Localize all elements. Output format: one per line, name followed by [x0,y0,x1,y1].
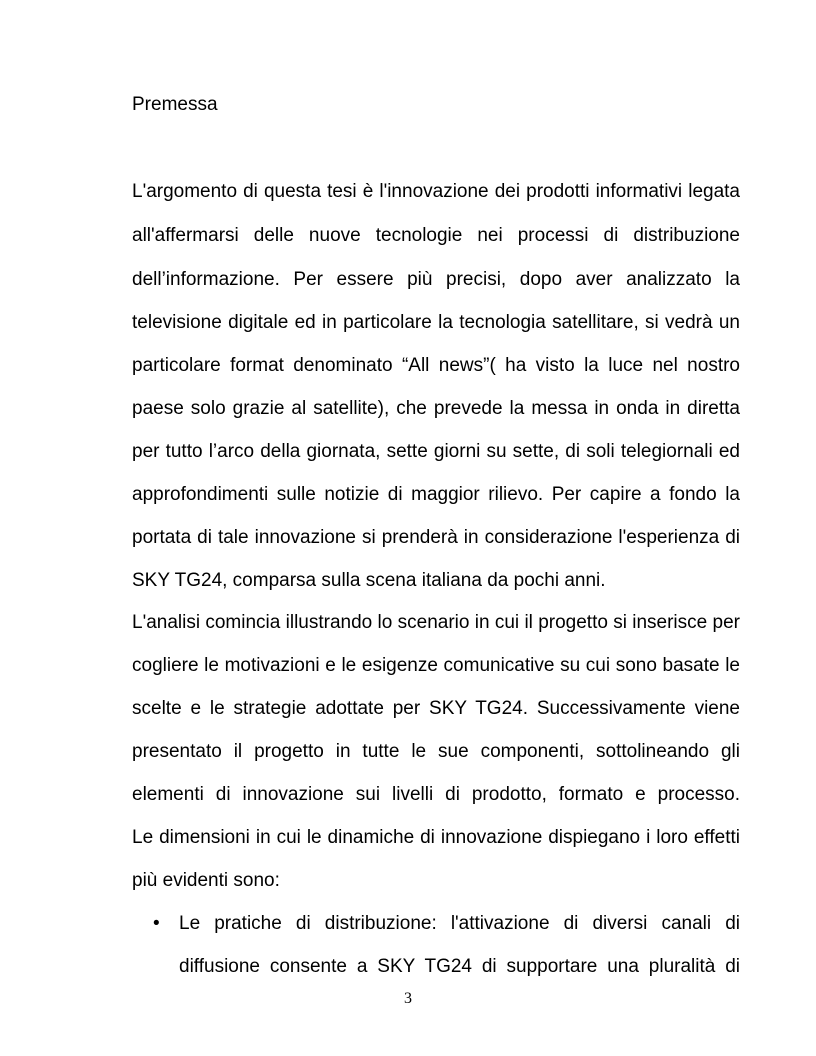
text-line: per tutto l’arco della giornata, sette giorni su sette, di soli telegiornali ed [132,441,740,462]
section-heading: Premessa [132,94,218,115]
text-line: particolare format denominato “All news”( ha visto la luce nel nostro [132,355,740,376]
bullet-icon: • [153,913,160,934]
text-line: presentato il progetto in tutte le sue componenti, sottolineando gli [132,741,740,762]
page-number: 3 [404,990,412,1007]
text-line: più evidenti sono: [132,870,280,891]
text-line: L'analisi comincia illustrando lo scenario in cui il progetto si inserisce per [132,612,740,633]
text-line: paese solo grazie al satellite), che prevede la messa in onda in diretta [132,398,740,419]
text-line: scelte e le strategie adottate per SKY TG24. Successivamente viene [132,698,740,719]
text-line: portata di tale innovazione si prenderà in considerazione l'esperienza di [132,527,740,548]
text-line: diffusione consente a SKY TG24 di supportare una pluralità di [179,956,740,977]
text-line: elementi di innovazione sui livelli di prodotto, formato e processo. [132,784,740,805]
text-line: dell’informazione. Per essere più precisi, dopo aver analizzato la [132,269,740,290]
text-line: televisione digitale ed in particolare la tecnologia satellitare, si vedrà un [132,312,740,333]
text-line: Le dimensioni in cui le dinamiche di innovazione dispiegano i loro effetti [132,827,740,848]
text-line: Le pratiche di distribuzione: l'attivazione di diversi canali di [179,913,740,934]
text-line: L'argomento di questa tesi è l'innovazione dei prodotti informativi legata [132,181,740,202]
text-line: cogliere le motivazioni e le esigenze comunicative su cui sono basate le [132,655,740,676]
text-line: all'affermarsi delle nuove tecnologie nei processi di distribuzione [132,225,740,246]
text-line: SKY TG24, comparsa sulla scena italiana da pochi anni. [132,570,606,591]
text-line: approfondimenti sulle notizie di maggior rilievo. Per capire a fondo la [132,484,740,505]
